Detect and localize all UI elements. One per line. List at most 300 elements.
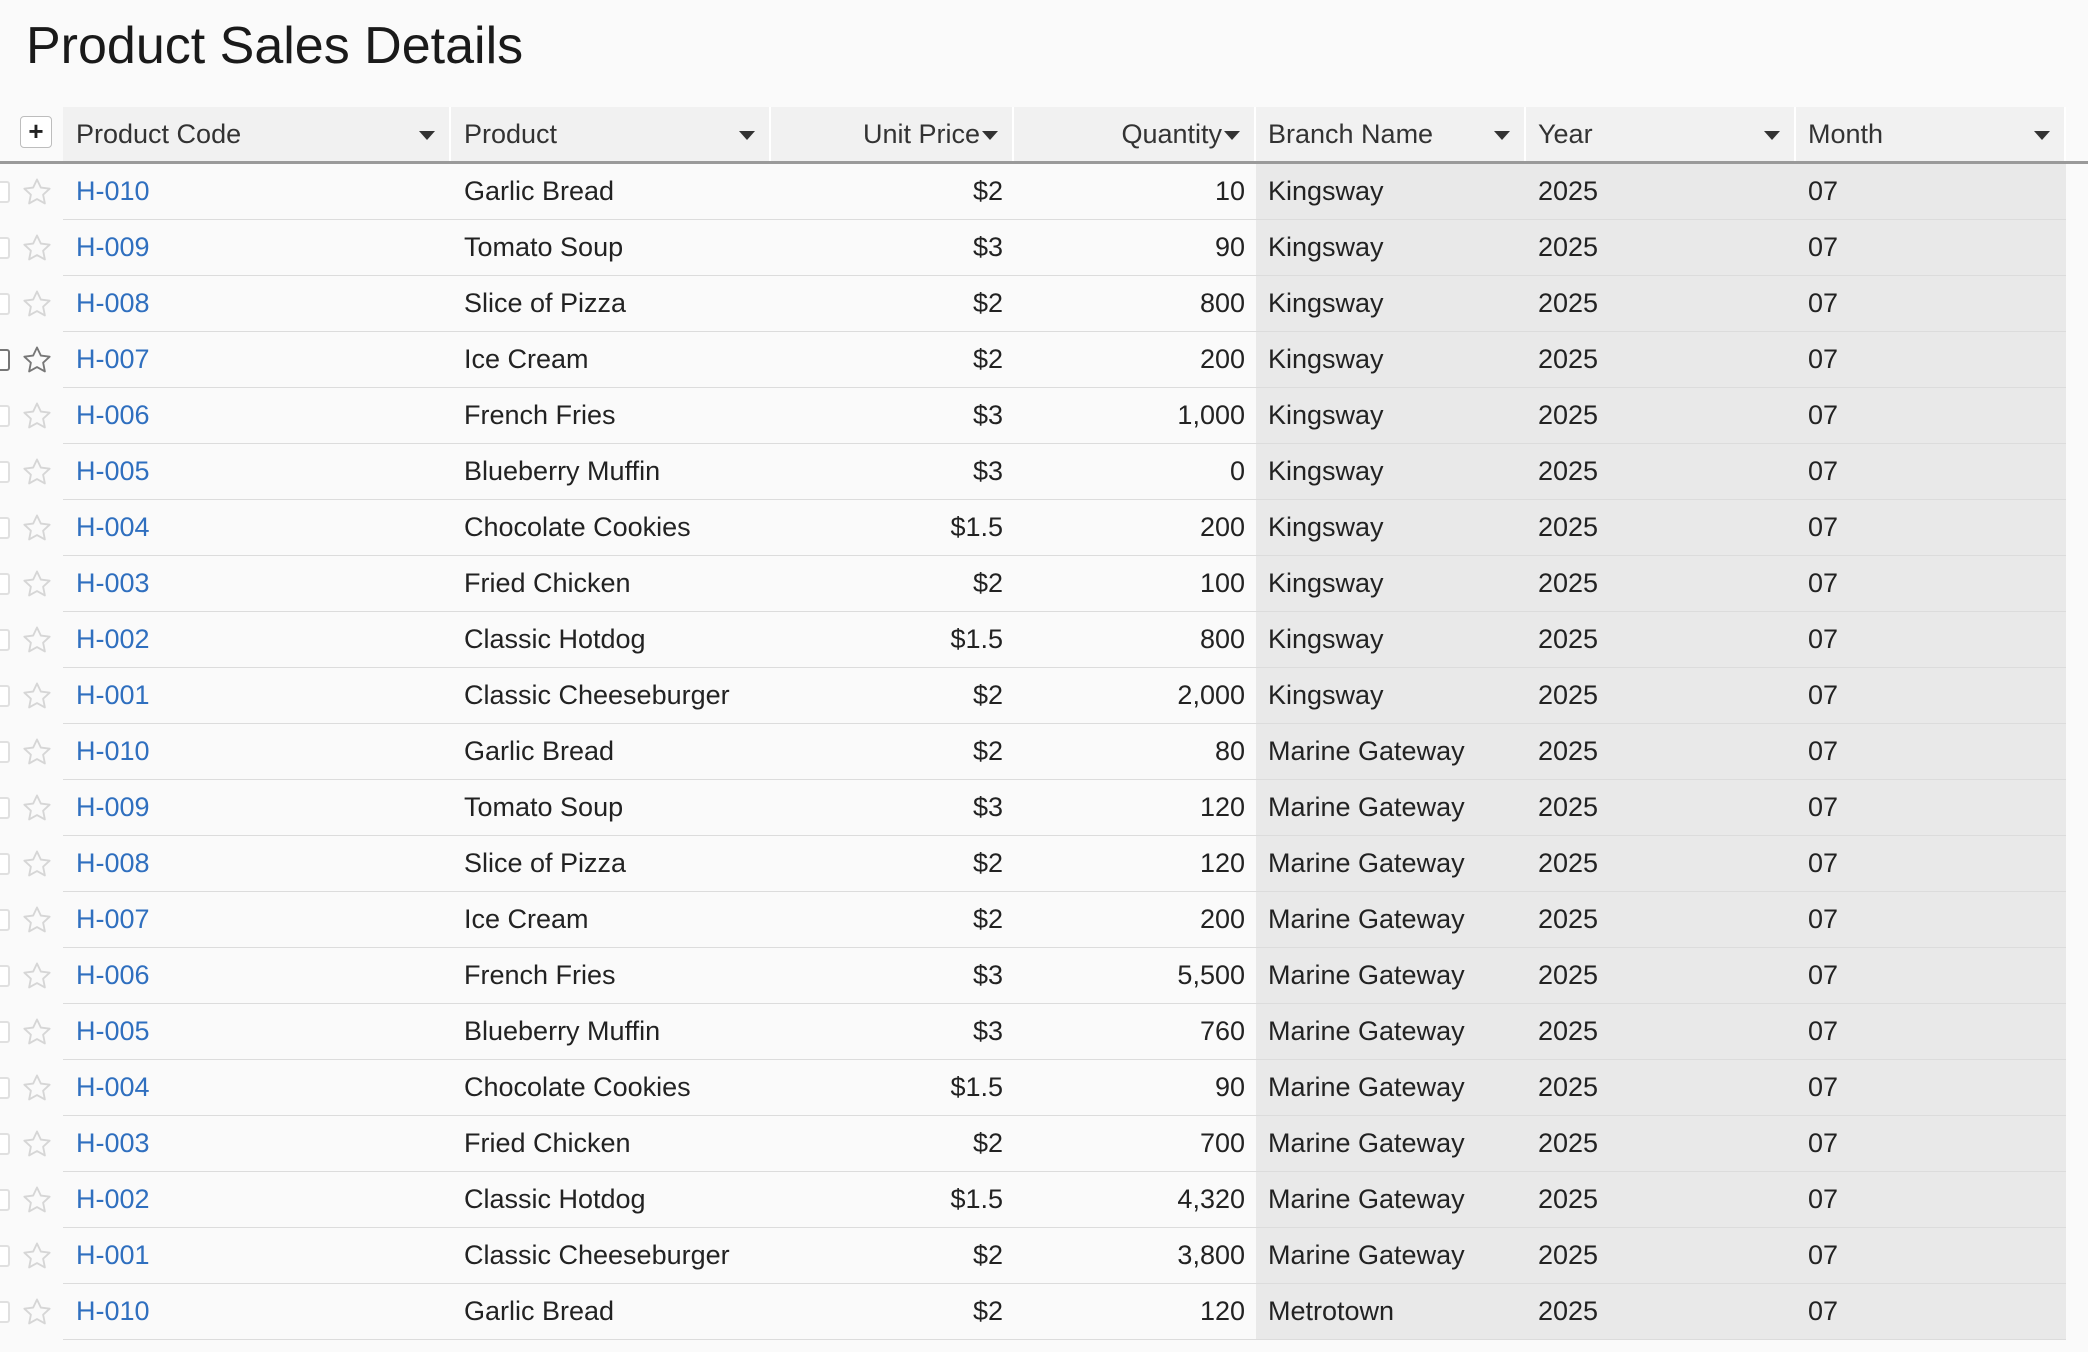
- cell-year[interactable]: [1526, 276, 1796, 332]
- cell-quantity[interactable]: [1014, 332, 1256, 388]
- cell-branch-name[interactable]: [1256, 556, 1526, 612]
- cell-text: 120: [1199, 1296, 1245, 1326]
- cell-text: 07: [1808, 456, 1839, 486]
- row-select-checkbox[interactable]: [0, 741, 10, 763]
- cell-text: $3: [972, 792, 1003, 822]
- cell-branch-name[interactable]: [1256, 1228, 1526, 1284]
- row-select-checkbox[interactable]: [0, 1301, 10, 1323]
- row-select-checkbox[interactable]: [0, 461, 10, 483]
- star-icon[interactable]: [20, 624, 54, 656]
- cell-branch-name[interactable]: [1256, 1004, 1526, 1060]
- cell-year[interactable]: [1526, 780, 1796, 836]
- column-header-product[interactable]: [451, 107, 771, 161]
- cell-branch-name[interactable]: [1256, 948, 1526, 1004]
- caret-down-icon[interactable]: [1764, 131, 1780, 140]
- column-header-label: Product Code: [76, 118, 242, 149]
- cell-product[interactable]: [451, 1060, 771, 1116]
- row-select-checkbox[interactable]: [0, 1021, 10, 1043]
- cell-text: Metrotown: [1268, 1296, 1395, 1326]
- cell-month[interactable]: [1796, 780, 2066, 836]
- cell-year[interactable]: [1526, 724, 1796, 780]
- table-row[interactable]: [0, 780, 2088, 836]
- cell-year[interactable]: [1526, 612, 1796, 668]
- cell-month[interactable]: [1796, 556, 2066, 612]
- cell-product-code[interactable]: [63, 612, 451, 668]
- column-header-unit-price[interactable]: [771, 107, 1014, 161]
- table-row[interactable]: [0, 948, 2088, 1004]
- cell-branch-name[interactable]: [1256, 1284, 1526, 1340]
- star-icon[interactable]: [20, 344, 54, 376]
- star-icon[interactable]: [20, 680, 54, 712]
- cell-quantity[interactable]: [1014, 388, 1256, 444]
- cell-unit-price[interactable]: [771, 220, 1014, 276]
- cell-text: 200: [1199, 512, 1245, 542]
- cell-text: $2: [972, 736, 1003, 766]
- cell-product[interactable]: [451, 164, 771, 220]
- cell-month[interactable]: [1796, 892, 2066, 948]
- row-select-checkbox[interactable]: [0, 629, 10, 651]
- cell-quantity[interactable]: [1014, 948, 1256, 1004]
- cell-product-code[interactable]: [63, 948, 451, 1004]
- product-code-link[interactable]: H-007: [76, 344, 150, 374]
- cell-product[interactable]: [451, 1284, 771, 1340]
- star-icon[interactable]: [20, 904, 54, 936]
- row-select-checkbox[interactable]: [0, 1189, 10, 1211]
- cell-branch-name[interactable]: [1256, 612, 1526, 668]
- cell-unit-price[interactable]: [771, 164, 1014, 220]
- cell-year[interactable]: [1526, 1284, 1796, 1340]
- cell-product[interactable]: [451, 276, 771, 332]
- cell-branch-name[interactable]: [1256, 1172, 1526, 1228]
- cell-product[interactable]: [451, 724, 771, 780]
- cell-product-code[interactable]: [63, 1004, 451, 1060]
- cell-product-code[interactable]: [63, 1060, 451, 1116]
- cell-unit-price[interactable]: [771, 556, 1014, 612]
- cell-product-code[interactable]: [63, 892, 451, 948]
- column-header-product-code[interactable]: [63, 107, 451, 161]
- row-select-checkbox[interactable]: [0, 1245, 10, 1267]
- cell-unit-price[interactable]: [771, 612, 1014, 668]
- star-icon[interactable]: [20, 792, 54, 824]
- cell-quantity[interactable]: [1014, 668, 1256, 724]
- row-select-checkbox[interactable]: [0, 293, 10, 315]
- row-control-cell: [0, 500, 63, 556]
- cell-text: 07: [1808, 512, 1839, 542]
- cell-text: 2025: [1538, 1184, 1599, 1214]
- cell-branch-name[interactable]: [1256, 164, 1526, 220]
- cell-quantity[interactable]: [1014, 780, 1256, 836]
- cell-unit-price[interactable]: [771, 948, 1014, 1004]
- cell-product[interactable]: [451, 668, 771, 724]
- cell-product-code[interactable]: [63, 444, 451, 500]
- cell-quantity[interactable]: [1014, 556, 1256, 612]
- cell-quantity[interactable]: [1014, 1004, 1256, 1060]
- star-icon[interactable]: [20, 1016, 54, 1048]
- cell-text: 100: [1199, 568, 1245, 598]
- cell-product[interactable]: [451, 1172, 771, 1228]
- product-code-link[interactable]: H-001: [76, 680, 150, 710]
- cell-month[interactable]: [1796, 276, 2066, 332]
- table-row[interactable]: [0, 668, 2088, 724]
- cell-text: 07: [1808, 1072, 1839, 1102]
- cell-unit-price[interactable]: [771, 836, 1014, 892]
- cell-product-code[interactable]: [63, 220, 451, 276]
- column-header-quantity[interactable]: [1014, 107, 1256, 161]
- cell-year[interactable]: [1526, 444, 1796, 500]
- cell-text: 07: [1808, 792, 1839, 822]
- star-icon[interactable]: [20, 960, 54, 992]
- cell-text: Marine Gateway: [1268, 1072, 1465, 1102]
- cell-quantity[interactable]: [1014, 724, 1256, 780]
- column-header-month[interactable]: [1796, 107, 2066, 161]
- product-code-link[interactable]: H-006: [76, 960, 150, 990]
- cell-year[interactable]: [1526, 892, 1796, 948]
- cell-month[interactable]: [1796, 668, 2066, 724]
- caret-down-icon[interactable]: [419, 131, 435, 140]
- product-code-link[interactable]: H-003: [76, 568, 150, 598]
- cell-text: 07: [1808, 568, 1839, 598]
- caret-down-icon[interactable]: [1224, 131, 1240, 140]
- star-icon[interactable]: [20, 736, 54, 768]
- cell-year[interactable]: [1526, 556, 1796, 612]
- cell-month[interactable]: [1796, 1116, 2066, 1172]
- caret-down-icon[interactable]: [982, 131, 998, 140]
- cell-product-code[interactable]: [63, 1284, 451, 1340]
- star-icon[interactable]: [20, 176, 54, 208]
- cell-year[interactable]: [1526, 1116, 1796, 1172]
- product-code-link[interactable]: H-005: [76, 1016, 150, 1046]
- product-code-link[interactable]: H-001: [76, 1240, 150, 1270]
- star-icon[interactable]: [20, 512, 54, 544]
- cell-branch-name[interactable]: [1256, 724, 1526, 780]
- cell-quantity[interactable]: [1014, 1284, 1256, 1340]
- product-code-link[interactable]: H-010: [76, 736, 150, 766]
- cell-branch-name[interactable]: [1256, 668, 1526, 724]
- row-select-checkbox[interactable]: [0, 853, 10, 875]
- cell-text: 07: [1808, 1184, 1839, 1214]
- cell-month[interactable]: [1796, 332, 2066, 388]
- cell-text: Classic Hotdog: [464, 624, 646, 654]
- cell-quantity[interactable]: [1014, 1172, 1256, 1228]
- column-header-label: Unit Price: [862, 118, 980, 149]
- cell-product[interactable]: [451, 836, 771, 892]
- cell-text: 07: [1808, 344, 1839, 374]
- cell-month[interactable]: [1796, 948, 2066, 1004]
- product-code-link[interactable]: H-009: [76, 792, 150, 822]
- cell-product-code[interactable]: [63, 556, 451, 612]
- cell-product-code[interactable]: [63, 500, 451, 556]
- table-row[interactable]: [0, 1004, 2088, 1060]
- star-icon[interactable]: [20, 848, 54, 880]
- header-control-cell: [0, 107, 63, 161]
- cell-month[interactable]: [1796, 1228, 2066, 1284]
- star-icon[interactable]: [20, 232, 54, 264]
- cell-product[interactable]: [451, 780, 771, 836]
- row-select-checkbox[interactable]: [0, 573, 10, 595]
- row-control-cell: [0, 444, 63, 500]
- cell-month[interactable]: [1796, 1060, 2066, 1116]
- cell-product[interactable]: [451, 1116, 771, 1172]
- cell-year[interactable]: [1526, 388, 1796, 444]
- cell-month[interactable]: [1796, 444, 2066, 500]
- cell-product-code[interactable]: [63, 724, 451, 780]
- table-row[interactable]: [0, 388, 2088, 444]
- cell-year[interactable]: [1526, 1172, 1796, 1228]
- cell-text: 2025: [1538, 1072, 1599, 1102]
- cell-text: 5,500: [1177, 960, 1245, 990]
- cell-quantity[interactable]: [1014, 276, 1256, 332]
- row-control-cell: [0, 1116, 63, 1172]
- cell-quantity[interactable]: [1014, 836, 1256, 892]
- cell-year[interactable]: [1526, 164, 1796, 220]
- product-code-link[interactable]: H-002: [76, 624, 150, 654]
- cell-product[interactable]: [451, 500, 771, 556]
- cell-product-code[interactable]: [63, 668, 451, 724]
- row-select-checkbox[interactable]: [0, 181, 10, 203]
- row-control-cell: [0, 332, 63, 388]
- row-select-checkbox[interactable]: [0, 909, 10, 931]
- cell-year[interactable]: [1526, 948, 1796, 1004]
- cell-text: Classic Hotdog: [464, 1184, 646, 1214]
- table-row[interactable]: [0, 164, 2088, 220]
- star-icon[interactable]: [20, 1240, 54, 1272]
- row-select-checkbox[interactable]: [0, 965, 10, 987]
- cell-branch-name[interactable]: [1256, 780, 1526, 836]
- cell-product[interactable]: [451, 388, 771, 444]
- caret-down-icon[interactable]: [2034, 131, 2050, 140]
- star-icon[interactable]: [20, 288, 54, 320]
- table-row[interactable]: [0, 500, 2088, 556]
- cell-quantity[interactable]: [1014, 1228, 1256, 1284]
- row-control-cell: [0, 836, 63, 892]
- product-code-link[interactable]: H-010: [76, 176, 150, 206]
- star-icon[interactable]: [20, 456, 54, 488]
- cell-unit-price[interactable]: [771, 724, 1014, 780]
- cell-unit-price[interactable]: [771, 276, 1014, 332]
- cell-year[interactable]: [1526, 220, 1796, 276]
- row-select-checkbox[interactable]: [0, 349, 10, 371]
- cell-text: 700: [1199, 1128, 1245, 1158]
- cell-product-code[interactable]: [63, 780, 451, 836]
- cell-quantity[interactable]: [1014, 1116, 1256, 1172]
- cell-unit-price[interactable]: [771, 1284, 1014, 1340]
- cell-text: 07: [1808, 848, 1839, 878]
- table-row[interactable]: [0, 892, 2088, 948]
- caret-down-icon[interactable]: [1494, 131, 1510, 140]
- cell-branch-name[interactable]: [1256, 500, 1526, 556]
- table-row[interactable]: [0, 612, 2088, 668]
- cell-product[interactable]: [451, 444, 771, 500]
- cell-product-code[interactable]: [63, 1172, 451, 1228]
- product-code-link[interactable]: H-007: [76, 904, 150, 934]
- column-header-branch-name[interactable]: [1256, 107, 1526, 161]
- row-select-checkbox[interactable]: [0, 1077, 10, 1099]
- cell-unit-price[interactable]: [771, 500, 1014, 556]
- cell-text: $1.5: [950, 1072, 1003, 1102]
- cell-unit-price[interactable]: [771, 1116, 1014, 1172]
- cell-unit-price[interactable]: [771, 1228, 1014, 1284]
- product-code-link[interactable]: H-009: [76, 232, 150, 262]
- row-select-checkbox[interactable]: [0, 405, 10, 427]
- cell-text: 07: [1808, 960, 1839, 990]
- table-row[interactable]: [0, 836, 2088, 892]
- star-icon[interactable]: [20, 1296, 54, 1328]
- cell-product-code[interactable]: [63, 1228, 451, 1284]
- star-icon[interactable]: [20, 400, 54, 432]
- cell-product-code[interactable]: [63, 164, 451, 220]
- row-select-checkbox[interactable]: [0, 797, 10, 819]
- cell-quantity[interactable]: [1014, 444, 1256, 500]
- table-row[interactable]: [0, 1284, 2088, 1340]
- cell-text: $3: [972, 1016, 1003, 1046]
- cell-text: $1.5: [950, 1184, 1003, 1214]
- cell-unit-price[interactable]: [771, 1172, 1014, 1228]
- cell-unit-price[interactable]: [771, 1004, 1014, 1060]
- cell-text: 2025: [1538, 680, 1599, 710]
- cell-year[interactable]: [1526, 668, 1796, 724]
- caret-down-icon[interactable]: [739, 131, 755, 140]
- product-code-link[interactable]: H-004: [76, 512, 150, 542]
- row-select-checkbox[interactable]: [0, 1133, 10, 1155]
- cell-year[interactable]: [1526, 1060, 1796, 1116]
- cell-text: Ice Cream: [464, 344, 589, 374]
- cell-product[interactable]: [451, 1004, 771, 1060]
- cell-month[interactable]: [1796, 724, 2066, 780]
- star-icon[interactable]: [20, 1072, 54, 1104]
- row-select-checkbox[interactable]: [0, 237, 10, 259]
- cell-product-code[interactable]: [63, 276, 451, 332]
- cell-branch-name[interactable]: [1256, 388, 1526, 444]
- product-code-link[interactable]: H-010: [76, 1296, 150, 1326]
- cell-product[interactable]: [451, 892, 771, 948]
- table-row[interactable]: [0, 1172, 2088, 1228]
- cell-year[interactable]: [1526, 332, 1796, 388]
- cell-text: Chocolate Cookies: [464, 1072, 691, 1102]
- table-row[interactable]: [0, 1116, 2088, 1172]
- cell-text: $2: [972, 568, 1003, 598]
- cell-month[interactable]: [1796, 1172, 2066, 1228]
- product-code-link[interactable]: H-006: [76, 400, 150, 430]
- cell-text: Marine Gateway: [1268, 904, 1465, 934]
- cell-quantity[interactable]: [1014, 220, 1256, 276]
- cell-text: Garlic Bread: [464, 176, 615, 206]
- cell-text: 07: [1808, 904, 1839, 934]
- cell-text: Slice of Pizza: [464, 848, 627, 878]
- cell-text: Kingsway: [1268, 344, 1384, 374]
- row-control-cell: [0, 612, 63, 668]
- cell-branch-name[interactable]: [1256, 892, 1526, 948]
- cell-product-code[interactable]: [63, 836, 451, 892]
- add-row-button[interactable]: +: [20, 116, 52, 148]
- cell-month[interactable]: [1796, 388, 2066, 444]
- cell-branch-name[interactable]: [1256, 276, 1526, 332]
- cell-quantity[interactable]: [1014, 1060, 1256, 1116]
- cell-product[interactable]: [451, 948, 771, 1004]
- cell-year[interactable]: [1526, 836, 1796, 892]
- cell-product[interactable]: [451, 1228, 771, 1284]
- cell-product[interactable]: [451, 332, 771, 388]
- cell-unit-price[interactable]: [771, 780, 1014, 836]
- cell-product[interactable]: [451, 220, 771, 276]
- cell-month[interactable]: [1796, 500, 2066, 556]
- cell-product-code[interactable]: [63, 388, 451, 444]
- cell-branch-name[interactable]: [1256, 332, 1526, 388]
- cell-text: 120: [1199, 848, 1245, 878]
- cell-branch-name[interactable]: [1256, 1060, 1526, 1116]
- cell-product[interactable]: [451, 612, 771, 668]
- cell-text: 07: [1808, 176, 1839, 206]
- table-row[interactable]: [0, 1060, 2088, 1116]
- cell-branch-name[interactable]: [1256, 1116, 1526, 1172]
- product-code-link[interactable]: H-003: [76, 1128, 150, 1158]
- cell-quantity[interactable]: [1014, 612, 1256, 668]
- cell-branch-name[interactable]: [1256, 836, 1526, 892]
- cell-year[interactable]: [1526, 1228, 1796, 1284]
- table-row[interactable]: [0, 1228, 2088, 1284]
- page-title: Product Sales Details: [26, 17, 524, 75]
- cell-month[interactable]: [1796, 164, 2066, 220]
- cell-unit-price[interactable]: [771, 444, 1014, 500]
- cell-month[interactable]: [1796, 220, 2066, 276]
- cell-quantity[interactable]: [1014, 500, 1256, 556]
- cell-text: 2025: [1538, 736, 1599, 766]
- cell-quantity[interactable]: [1014, 892, 1256, 948]
- cell-unit-price[interactable]: [771, 668, 1014, 724]
- cell-month[interactable]: [1796, 1004, 2066, 1060]
- cell-unit-price[interactable]: [771, 1060, 1014, 1116]
- cell-text: Slice of Pizza: [464, 288, 627, 318]
- cell-product-code[interactable]: [63, 1116, 451, 1172]
- cell-year[interactable]: [1526, 500, 1796, 556]
- row-select-checkbox[interactable]: [0, 517, 10, 539]
- cell-month[interactable]: [1796, 612, 2066, 668]
- cell-product[interactable]: [451, 556, 771, 612]
- cell-year[interactable]: [1526, 1004, 1796, 1060]
- table-row[interactable]: [0, 276, 2088, 332]
- star-icon[interactable]: [20, 568, 54, 600]
- cell-branch-name[interactable]: [1256, 444, 1526, 500]
- cell-text: 200: [1199, 344, 1245, 374]
- cell-branch-name[interactable]: [1256, 220, 1526, 276]
- cell-unit-price[interactable]: [771, 332, 1014, 388]
- star-icon[interactable]: [20, 1184, 54, 1216]
- cell-text: 90: [1214, 1072, 1245, 1102]
- row-control-cell: [0, 780, 63, 836]
- product-code-link[interactable]: H-008: [76, 288, 150, 318]
- product-code-link[interactable]: H-005: [76, 456, 150, 486]
- table-row[interactable]: [0, 220, 2088, 276]
- table-row[interactable]: [0, 556, 2088, 612]
- product-code-link[interactable]: H-002: [76, 1184, 150, 1214]
- product-code-link[interactable]: H-004: [76, 1072, 150, 1102]
- cell-month[interactable]: [1796, 1284, 2066, 1340]
- cell-quantity[interactable]: [1014, 164, 1256, 220]
- cell-product-code[interactable]: [63, 332, 451, 388]
- cell-text: 07: [1808, 400, 1839, 430]
- table-row[interactable]: [0, 444, 2088, 500]
- cell-unit-price[interactable]: [771, 892, 1014, 948]
- table-row[interactable]: [0, 332, 2088, 388]
- star-icon[interactable]: [20, 1128, 54, 1160]
- column-header-year[interactable]: [1526, 107, 1796, 161]
- row-select-checkbox[interactable]: [0, 685, 10, 707]
- cell-unit-price[interactable]: [771, 388, 1014, 444]
- row-control-cell: [0, 1060, 63, 1116]
- cell-text: $2: [972, 904, 1003, 934]
- product-code-link[interactable]: H-008: [76, 848, 150, 878]
- table-row[interactable]: [0, 724, 2088, 780]
- cell-month[interactable]: [1796, 836, 2066, 892]
